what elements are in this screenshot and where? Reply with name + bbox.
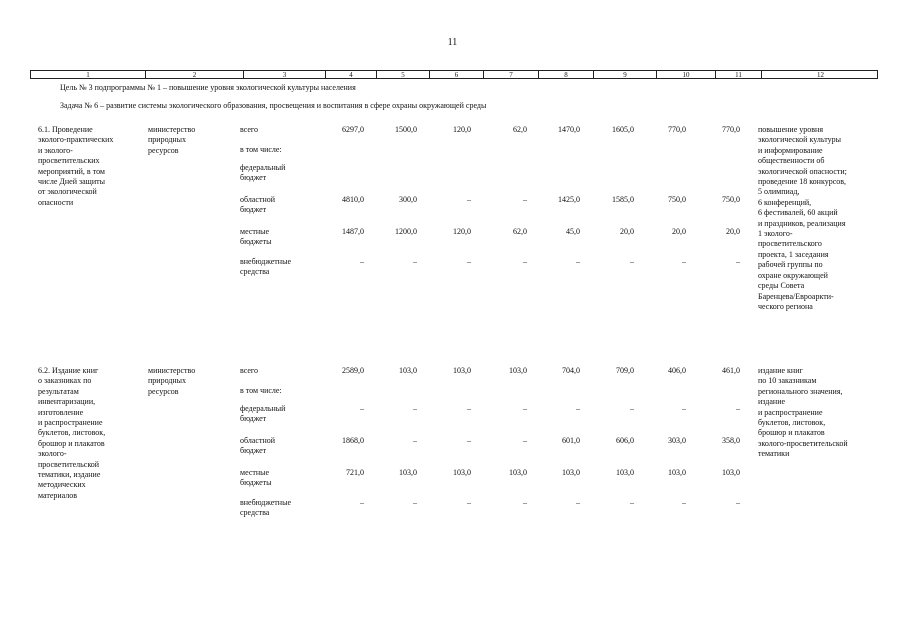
value-cell: 601,0 bbox=[562, 436, 580, 445]
result-cell: повышение уровня экологической культуры и информирование общественности об экологической опасности; проведение 18 конкурсов, 5 олимпиад, 6 конференций, 6 фестивалей, 60 акций и праздников, реализация 1 эколого- просветительского проекта, 1 заседания рабочей группы по охране окружающей среды Совета Баренцева/Евроаркти- ческого региона bbox=[758, 125, 847, 311]
value-cell: – bbox=[523, 195, 527, 204]
value-cell: – bbox=[467, 404, 471, 413]
value-cell: 1605,0 bbox=[612, 125, 634, 134]
source-label: федеральный бюджет bbox=[240, 163, 286, 183]
value-cell: 704,0 bbox=[562, 366, 580, 375]
source-label: местные бюджеты bbox=[240, 468, 272, 488]
value-cell: 1200,0 bbox=[395, 227, 417, 236]
value-cell: 1470,0 bbox=[558, 125, 580, 134]
source-label: всего bbox=[240, 125, 259, 134]
value-cell: – bbox=[523, 436, 527, 445]
source-label: областной бюджет bbox=[240, 195, 276, 215]
value-cell: 303,0 bbox=[668, 436, 686, 445]
header-col-4: 4 bbox=[325, 71, 376, 79]
value-cell: 103,0 bbox=[399, 468, 417, 477]
header-col-7: 7 bbox=[483, 71, 538, 79]
measure-cell: 6.1. Проведение эколого-практических и эколого- просветительских мероприятий, в том числе Дней защиты от экологической опасности bbox=[38, 125, 114, 207]
value-cell: – bbox=[413, 498, 417, 507]
header-col-2: 2 bbox=[145, 71, 243, 79]
value-cell: – bbox=[576, 257, 580, 266]
value-cell: 770,0 bbox=[668, 125, 686, 134]
header-col-9: 9 bbox=[593, 71, 656, 79]
header-col-12: 12 bbox=[761, 71, 879, 79]
value-cell: – bbox=[413, 436, 417, 445]
source-label: федеральный бюджет bbox=[240, 404, 286, 424]
measure-cell: 6.2. Издание книг о заказниках по результатам инвентаризации, изготовление и распространение буклетов, листовок, брошюр и плакатов эколого- просветительской тематики, издание методических материалов bbox=[38, 366, 106, 500]
value-cell: – bbox=[630, 404, 634, 413]
value-cell: 1868,0 bbox=[342, 436, 364, 445]
header-col-10: 10 bbox=[656, 71, 715, 79]
value-cell: 6297,0 bbox=[342, 125, 364, 134]
value-cell: – bbox=[467, 195, 471, 204]
value-cell: 1585,0 bbox=[612, 195, 634, 204]
value-cell: 358,0 bbox=[722, 436, 740, 445]
source-label: всего bbox=[240, 366, 259, 375]
header-col-1: 1 bbox=[86, 71, 90, 79]
value-cell: – bbox=[413, 404, 417, 413]
value-cell: – bbox=[736, 404, 740, 413]
value-cell: 300,0 bbox=[399, 195, 417, 204]
value-cell: 750,0 bbox=[668, 195, 686, 204]
value-cell: 750,0 bbox=[722, 195, 740, 204]
value-cell: – bbox=[413, 257, 417, 266]
value-cell: – bbox=[467, 436, 471, 445]
value-cell: 770,0 bbox=[722, 125, 740, 134]
value-cell: 103,0 bbox=[722, 468, 740, 477]
value-cell: – bbox=[682, 498, 686, 507]
value-cell: – bbox=[360, 257, 364, 266]
value-cell: 103,0 bbox=[562, 468, 580, 477]
value-cell: 1425,0 bbox=[558, 195, 580, 204]
value-cell: – bbox=[467, 257, 471, 266]
header-col-5: 5 bbox=[376, 71, 429, 79]
value-cell: – bbox=[576, 498, 580, 507]
header-col-3: 3 bbox=[243, 71, 325, 79]
source-label: областной бюджет bbox=[240, 436, 276, 456]
value-cell: 103,0 bbox=[616, 468, 634, 477]
task-line: Задача № 6 – развитие системы экологического образования, просвещения и воспитания в сфере охраны окружающей среды bbox=[60, 101, 487, 110]
value-cell: – bbox=[682, 404, 686, 413]
value-cell: – bbox=[523, 257, 527, 266]
value-cell: 103,0 bbox=[399, 366, 417, 375]
value-cell: 62,0 bbox=[513, 227, 527, 236]
header-col-8: 8 bbox=[538, 71, 593, 79]
value-cell: 4810,0 bbox=[342, 195, 364, 204]
source-label: в том числе: bbox=[240, 386, 282, 395]
value-cell: 2589,0 bbox=[342, 366, 364, 375]
value-cell: 1487,0 bbox=[342, 227, 364, 236]
value-cell: – bbox=[523, 404, 527, 413]
value-cell: – bbox=[736, 257, 740, 266]
page-number: 11 bbox=[447, 37, 458, 48]
value-cell: 103,0 bbox=[453, 468, 471, 477]
value-cell: 103,0 bbox=[509, 366, 527, 375]
value-cell: 103,0 bbox=[668, 468, 686, 477]
value-cell: 606,0 bbox=[616, 436, 634, 445]
value-cell: 461,0 bbox=[722, 366, 740, 375]
header-col-6: 6 bbox=[429, 71, 483, 79]
goal-line: Цель № 3 подпрограммы № 1 – повышение уровня экологической культуры населения bbox=[60, 83, 356, 92]
value-cell: 120,0 bbox=[453, 227, 471, 236]
header-col-11: 11 bbox=[715, 71, 761, 79]
value-cell: 709,0 bbox=[616, 366, 634, 375]
value-cell: – bbox=[360, 498, 364, 507]
value-cell: 406,0 bbox=[668, 366, 686, 375]
value-cell: – bbox=[682, 257, 686, 266]
value-cell: – bbox=[576, 404, 580, 413]
source-label: местные бюджеты bbox=[240, 227, 272, 247]
value-cell: – bbox=[630, 498, 634, 507]
value-cell: 721,0 bbox=[346, 468, 364, 477]
executor-cell: министерство природных ресурсов bbox=[148, 125, 196, 155]
source-label: внебюджетные средства bbox=[240, 498, 291, 518]
value-cell: – bbox=[360, 404, 364, 413]
value-cell: – bbox=[523, 498, 527, 507]
value-cell: 45,0 bbox=[566, 227, 580, 236]
value-cell: 20,0 bbox=[672, 227, 686, 236]
value-cell: 103,0 bbox=[509, 468, 527, 477]
result-cell: издание книг по 10 заказникам регионального значения, издание и распространение буклетов, листовок, брошюр и плакатов эколого-просветительской тематики bbox=[758, 366, 848, 459]
source-label: в том числе: bbox=[240, 145, 282, 154]
value-cell: 62,0 bbox=[513, 125, 527, 134]
value-cell: – bbox=[630, 257, 634, 266]
value-cell: 20,0 bbox=[620, 227, 634, 236]
source-label: внебюджетные средства bbox=[240, 257, 291, 277]
value-cell: 1500,0 bbox=[395, 125, 417, 134]
table-header bbox=[30, 70, 878, 79]
value-cell: 120,0 bbox=[453, 125, 471, 134]
value-cell: 20,0 bbox=[726, 227, 740, 236]
value-cell: – bbox=[467, 498, 471, 507]
value-cell: – bbox=[736, 498, 740, 507]
value-cell: 103,0 bbox=[453, 366, 471, 375]
executor-cell: министерство природных ресурсов bbox=[148, 366, 196, 396]
